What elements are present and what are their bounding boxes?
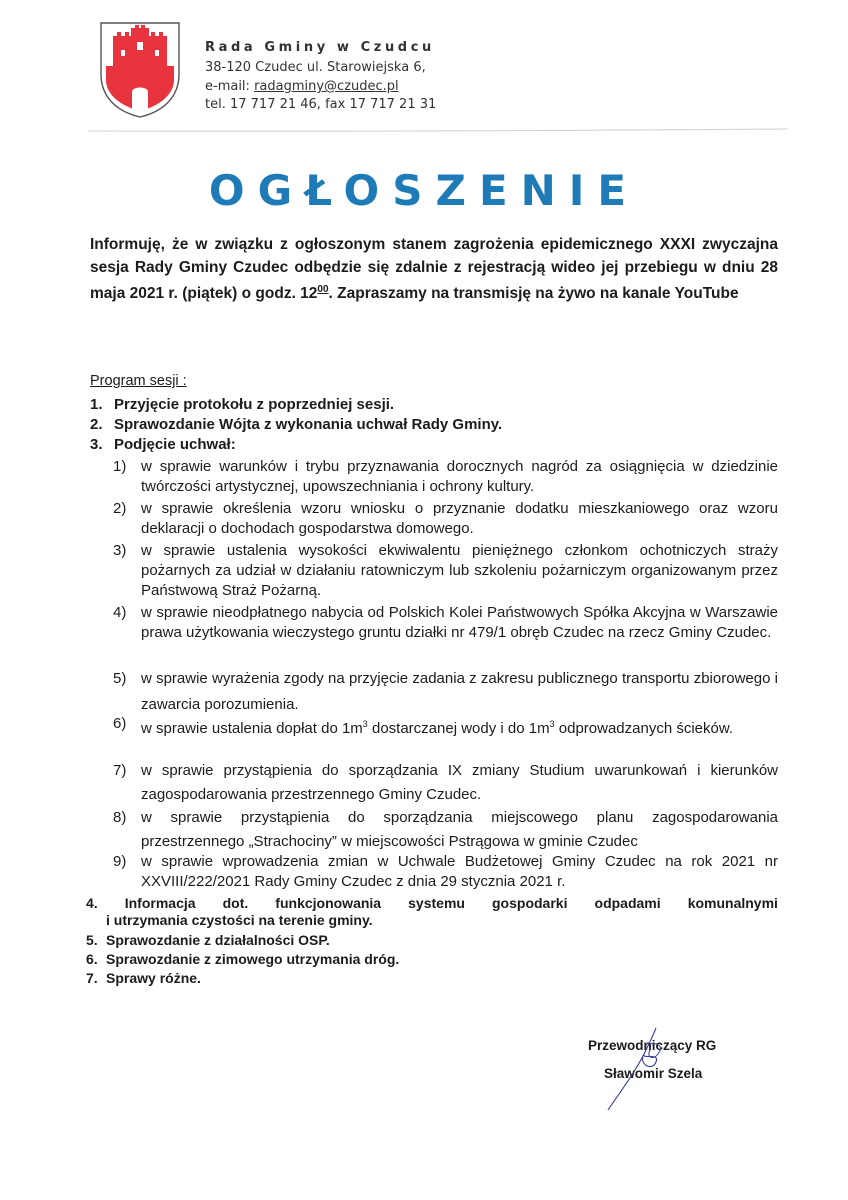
resolution-item bbox=[113, 852, 778, 892]
resolution-text: w sprawie wprowadzenia zmian w Uchwale Budżetowej Gminy Czudec na rok 2021 nr XXVIII/222/2021 Rady Gminy Czudec z dnia 29 stycznia 2021 r. bbox=[141, 853, 778, 890]
program-heading: Program sesji : bbox=[90, 373, 187, 389]
agenda-word: gospodarki bbox=[492, 895, 568, 911]
resolution-text: w sprawie wyrażenia zgody na przyjęcie zadania z zakresu publicznego transportu zbiorowego i zawarcia porozumienia. bbox=[141, 670, 778, 713]
agenda-item bbox=[90, 436, 236, 453]
intro-text: Informuję, że w związku z ogłoszonym stanem zagrożenia epidemicznego XXXI zwyczajna sesja Rady Gminy Czudec odbędzie się zdalnie z rejestracją wideo jej przebiegu w dniu 28 maja 2021 r. (piątek) o godz. 12 bbox=[90, 236, 778, 303]
agenda-text-continuation: i utrzymania czystości na terenie gminy. bbox=[106, 912, 373, 928]
cubic-superscript: 3 bbox=[362, 719, 368, 729]
agenda-number: 6. bbox=[86, 951, 98, 967]
agenda-item bbox=[86, 951, 399, 967]
resolution-item bbox=[113, 711, 778, 742]
agenda-word: dot. bbox=[222, 895, 249, 911]
agenda-number: 5. bbox=[86, 932, 98, 948]
agenda-item bbox=[90, 396, 394, 413]
council-address: 38-120 Czudec ul. Starowiejska 6, bbox=[205, 60, 426, 75]
resolution-item bbox=[113, 499, 778, 539]
council-phone: tel. 17 717 21 46, fax 17 717 21 31 bbox=[205, 97, 437, 112]
resolution-item bbox=[113, 759, 778, 807]
resolution-item bbox=[113, 541, 778, 601]
intro-invitation: . Zapraszamy na transmisję na żywo na kanale YouTube bbox=[328, 285, 739, 303]
agenda-word: systemu bbox=[408, 895, 465, 911]
resolution-text: w sprawie przystąpienia do sporządzania IX zmiany Studium uwarunkowań i kierunków zagospodarowania przestrzennego Gminy Czudec. bbox=[141, 762, 778, 803]
council-email-line bbox=[205, 79, 399, 94]
resolution-text: w sprawie przystąpienia do sporządzania miejscowego planu zagospodarowania przestrzennego „Strachociny” w miejscowości Pstrągowa w gminie Czudec bbox=[141, 809, 778, 850]
header-divider bbox=[88, 128, 788, 142]
agenda-number: 1. bbox=[90, 396, 103, 413]
resolution-number: 1) bbox=[113, 458, 127, 475]
agenda-text: Sprawozdanie z działalności OSP. bbox=[106, 932, 330, 948]
resolution-number: 6) bbox=[113, 715, 127, 732]
resolution-item bbox=[113, 806, 778, 854]
czudec-coat-of-arms-logo bbox=[100, 22, 180, 118]
resolution-number: 5) bbox=[113, 670, 127, 687]
resolution-text: w sprawie warunków i trybu przyznawania dorocznych nagród za osiągnięcia w dziedzinie twórczości artystycznej, upowszechniania i ochrony kultury. bbox=[141, 458, 778, 495]
resolution-number: 8) bbox=[113, 809, 127, 826]
agenda-text: Przyjęcie protokołu z poprzedniej sesji. bbox=[114, 396, 395, 413]
agenda-number: 3. bbox=[90, 436, 103, 453]
resolution-text-part: dostarczanej wody i do 1m bbox=[367, 720, 550, 737]
agenda-number: 7. bbox=[86, 970, 98, 986]
resolution-text-part: w sprawie ustalenia dopłat do 1m bbox=[141, 720, 363, 737]
resolution-text: w sprawie nieodpłatnego nabycia od Polskich Kolei Państwowych Spółka Akcyjna w Warszawie prawa użytkowania wieczystego gruntu działki nr 479/1 obręb Czudec na rzecz Gminy Czudec. bbox=[141, 604, 778, 641]
council-name: Rada Gminy w Czudcu bbox=[205, 40, 435, 55]
resolution-number: 3) bbox=[113, 542, 127, 559]
resolution-text bbox=[141, 711, 778, 742]
agenda-item-lead bbox=[86, 895, 778, 912]
agenda-word: komunalnymi bbox=[687, 895, 778, 911]
resolution-text: w sprawie określenia wzoru wniosku o przyznanie dodatku mieszkaniowego oraz wzoru deklaracji o dochodach gospodarstwa domowego. bbox=[141, 500, 778, 537]
resolution-item bbox=[113, 457, 778, 497]
cubic-superscript: 3 bbox=[549, 719, 555, 729]
agenda-text: Sprawozdanie Wójta z wykonania uchwał Rady Gminy. bbox=[114, 416, 503, 433]
agenda-word: odpadami bbox=[594, 895, 661, 911]
agenda-word: funkcjonowania bbox=[275, 895, 382, 911]
agenda-word: Informacja bbox=[124, 895, 196, 911]
agenda-number: 2. bbox=[90, 416, 103, 433]
resolution-number: 9) bbox=[113, 853, 127, 870]
email-link[interactable]: radagminy@czudec.pl bbox=[254, 79, 399, 94]
time-superscript: 00 bbox=[317, 284, 329, 295]
handwritten-signature bbox=[598, 1024, 688, 1114]
agenda-item bbox=[86, 895, 778, 929]
announcement-title: OGŁOSZENIE bbox=[208, 166, 640, 215]
agenda-item bbox=[86, 970, 201, 986]
resolution-text: w sprawie ustalenia wysokości ekwiwalentu pieniężnego członkom ochotniczych straży pożarnych za udział w działaniu ratowniczym lub szkoleniu pożarniczym organizowanym przez Państwową Straż Pożarną. bbox=[141, 542, 778, 599]
agenda-item bbox=[90, 416, 502, 433]
signatory-name: Sławomir Szela bbox=[604, 1066, 703, 1081]
email-prefix: e-mail: bbox=[205, 79, 255, 94]
agenda-number: 4. bbox=[86, 895, 98, 911]
signatory-title: Przewodniczący RG bbox=[588, 1038, 717, 1053]
agenda-text: Sprawozdanie z zimowego utrzymania dróg. bbox=[106, 951, 400, 967]
agenda-item bbox=[86, 932, 330, 948]
agenda-text: Sprawy różne. bbox=[106, 970, 201, 986]
resolution-number: 4) bbox=[113, 604, 127, 621]
resolution-item bbox=[113, 603, 778, 643]
resolution-text-part: odprowadzanych ścieków. bbox=[554, 720, 734, 737]
resolution-number: 7) bbox=[113, 762, 127, 779]
resolution-number: 2) bbox=[113, 500, 127, 517]
agenda-text: Podjęcie uchwał: bbox=[114, 436, 236, 453]
announcement-intro bbox=[90, 234, 778, 306]
